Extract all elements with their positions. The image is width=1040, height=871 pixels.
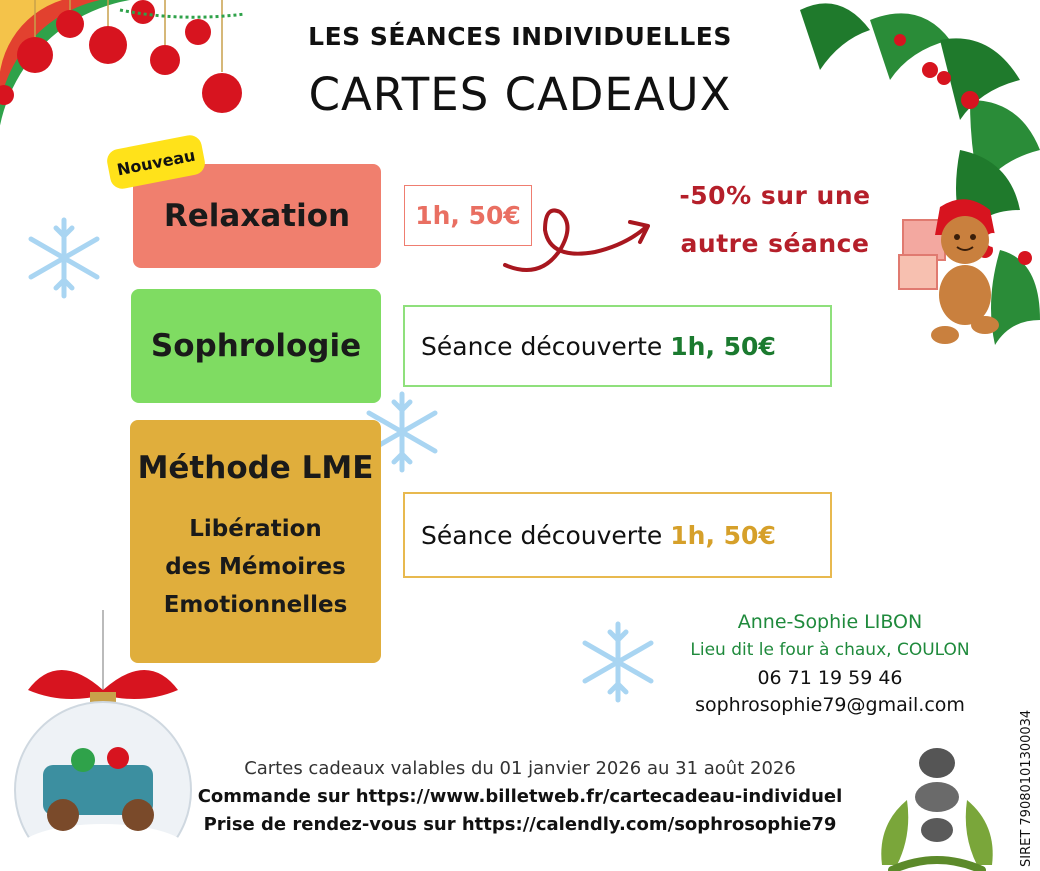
sophrologie-offer-text: Séance découverte (421, 331, 663, 361)
lme-offer-price: 1h, 50€ (670, 520, 776, 550)
siret-text: SIRET 79080101300034 (1019, 709, 1034, 867)
order-link[interactable]: Commande sur https://www.billetweb.fr/cartecadeau-individuel (197, 786, 843, 807)
lme-subtitle-line: Emotionnelles (163, 592, 348, 618)
arrow-icon (500, 200, 660, 280)
contact-address: Lieu dit le four à chaux, COULON (690, 640, 970, 660)
zen-stones-icon (872, 745, 1002, 871)
contact-email: sophrosophie79@gmail.com (695, 694, 965, 716)
lme-subtitle (164, 510, 348, 624)
promo-line: -50% sur une (679, 181, 871, 210)
lme-subtitle-line: des Mémoires (165, 554, 346, 580)
snowflake-icon (28, 216, 100, 300)
lme-offer-text: Séance découverte (421, 520, 663, 550)
validity-text: Cartes cadeaux valables du 01 janvier 2026 au 31 août 2026 (244, 758, 796, 779)
sophrologie-offer (403, 305, 832, 387)
relaxation-offer: 1h, 50€ (404, 185, 532, 246)
promo-line: autre séance (680, 229, 870, 258)
contact-phone: 06 71 19 59 46 (757, 667, 903, 689)
lme-title: Méthode LME (137, 450, 374, 486)
lme-subtitle-line: Libération (189, 516, 322, 542)
snowflake-icon (582, 620, 654, 704)
lme-offer (403, 492, 832, 578)
gingerbread-icon (895, 195, 1005, 345)
nouveau-badge: Nouveau (105, 133, 207, 191)
sophrologie-card (131, 289, 381, 403)
sophrologie-offer-price: 1h, 50€ (670, 331, 776, 361)
sophrologie-title: Sophrologie (150, 328, 362, 364)
page-title: CARTES CADEAUX (308, 68, 732, 121)
relaxation-title: Relaxation (163, 198, 351, 234)
promo-text (655, 172, 895, 268)
contact-name: Anne-Sophie LIBON (737, 611, 923, 633)
page-subtitle: LES SÉANCES INDIVIDUELLES (308, 22, 732, 51)
appointment-link[interactable]: Prise de rendez-vous sur https://calendly.com/sophrosophie79 (203, 814, 837, 835)
